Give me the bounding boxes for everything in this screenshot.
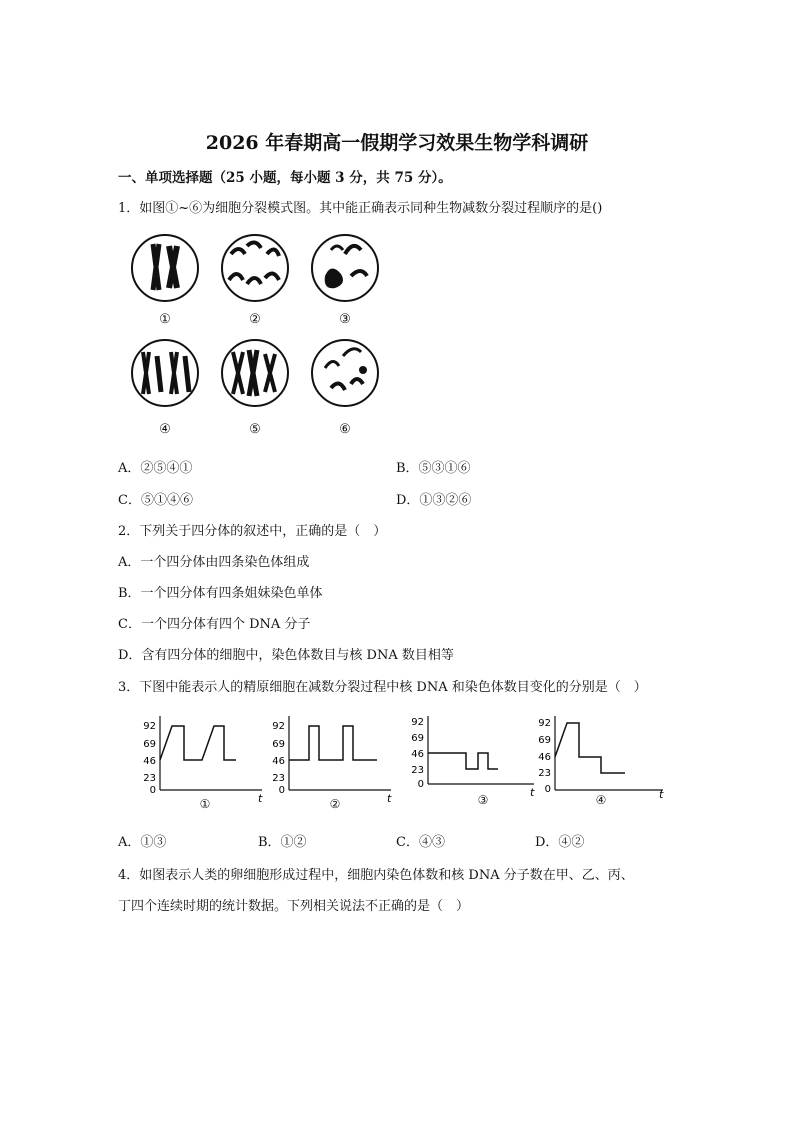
graph-4-line — [555, 723, 625, 773]
graph-label-1: ① — [199, 797, 211, 811]
q1-option-b[interactable]: B．⑤③①⑥ — [396, 461, 471, 476]
graph-3-tick-46: 46 — [411, 749, 424, 760]
graph-3-tick-69: 69 — [411, 733, 424, 744]
cell-label-6: ⑥ — [339, 422, 351, 437]
graph-1-axes — [160, 716, 262, 790]
q3-option-b[interactable]: B．①② — [258, 835, 307, 850]
q1-option-d[interactable]: D．①③②⑥ — [396, 493, 472, 508]
cell-label-3: ③ — [339, 312, 351, 327]
q4-stem-line2: 丁四个连续时期的统计数据。下列相关说法不正确的是（ ） — [118, 899, 470, 914]
graph-2-line — [289, 726, 377, 760]
q3-option-d[interactable]: D．④② — [535, 835, 585, 850]
graph-1-tick-46: 46 — [143, 756, 156, 767]
graph-3-axes — [428, 716, 534, 784]
q1-option-a[interactable]: A．②⑤④① — [118, 461, 193, 476]
q3-option-a[interactable]: A．①③ — [118, 835, 167, 850]
cell-2-diagram — [222, 235, 288, 301]
graph-1-tick-69: 69 — [143, 739, 156, 750]
graph-4-tick-92: 92 — [538, 718, 551, 729]
graph-3-line — [428, 753, 498, 769]
graph-2-tick-92: 92 — [272, 721, 285, 732]
graph-4-tick-46: 46 — [538, 752, 551, 763]
cell-label-2: ② — [249, 312, 261, 327]
q1-option-c[interactable]: C．⑤①④⑥ — [118, 493, 193, 508]
q4-stem-line1: 4．如图表示人类的卵细胞形成过程中，细胞内染色体数和核 DNA 分子数在甲、乙、丙、 — [118, 868, 634, 883]
cell-6-diagram — [312, 340, 378, 406]
q2-option-a[interactable]: A．一个四分体由四条染色体组成 — [118, 555, 310, 570]
graph-1-tick-92: 92 — [143, 721, 156, 732]
graph-2-tick-46: 46 — [272, 756, 285, 767]
graph-3-tick-0: 0 — [417, 779, 424, 790]
graph-1-tick-0: 0 — [149, 785, 156, 796]
cell-label-5: ⑤ — [249, 422, 261, 437]
graph-1-tick-23: 23 — [143, 773, 156, 784]
graph-label-3: ③ — [477, 793, 489, 807]
graph-label-4: ④ — [595, 793, 607, 807]
q2-stem: 2．下列关于四分体的叙述中，正确的是（ ） — [118, 524, 387, 539]
graph-1-axis-t: t — [258, 792, 263, 805]
graph-1-line — [160, 726, 236, 760]
graph-2-axis-t: t — [387, 792, 392, 805]
cell-3-diagram — [312, 235, 378, 301]
graph-label-2: ② — [329, 797, 341, 811]
q2-option-b[interactable]: B．一个四分体有四条姐妹染色单体 — [118, 586, 323, 601]
q1-stem: 1．如图①~⑥为细胞分裂模式图。其中能正确表示同种生物减数分裂过程顺序的是() — [118, 201, 603, 216]
graph-4-axis-t: t — [659, 788, 664, 801]
q2-option-c[interactable]: C．一个四分体有四个 DNA 分子 — [118, 617, 311, 632]
graph-4-tick-69: 69 — [538, 735, 551, 746]
cell-5-diagram — [222, 340, 288, 406]
cell-4-diagram — [132, 340, 198, 406]
cell-label-4: ④ — [159, 422, 171, 437]
graph-4-tick-23: 23 — [538, 768, 551, 779]
graph-3-tick-23: 23 — [411, 765, 424, 776]
graph-3-axis-t: t — [530, 786, 535, 799]
graph-2-axes — [289, 716, 391, 790]
cell-division-figure — [125, 228, 395, 448]
cell-1-diagram — [132, 235, 198, 301]
graph-2-tick-0: 0 — [278, 785, 285, 796]
section-heading: 一、单项选择题（25 小题，每小题 3 分，共 75 分）。 — [118, 170, 452, 186]
graph-4-tick-0: 0 — [544, 784, 551, 795]
q3-option-c[interactable]: C．④③ — [396, 835, 445, 850]
graph-3-tick-92: 92 — [411, 717, 424, 728]
page-title: 2026 年春期高一假期学习效果生物学科调研 — [205, 132, 589, 154]
q2-option-d[interactable]: D．含有四分体的细胞中，染色体数目与核 DNA 数目相等 — [118, 648, 454, 663]
graph-2-tick-23: 23 — [272, 773, 285, 784]
q3-stem: 3．下图中能表示人的精原细胞在减数分裂过程中核 DNA 和染色体数目变化的分别是（ ） — [118, 680, 647, 695]
graph-2-tick-69: 69 — [272, 739, 285, 750]
graph-4-axes — [555, 716, 663, 790]
cell-label-1: ① — [159, 312, 171, 327]
